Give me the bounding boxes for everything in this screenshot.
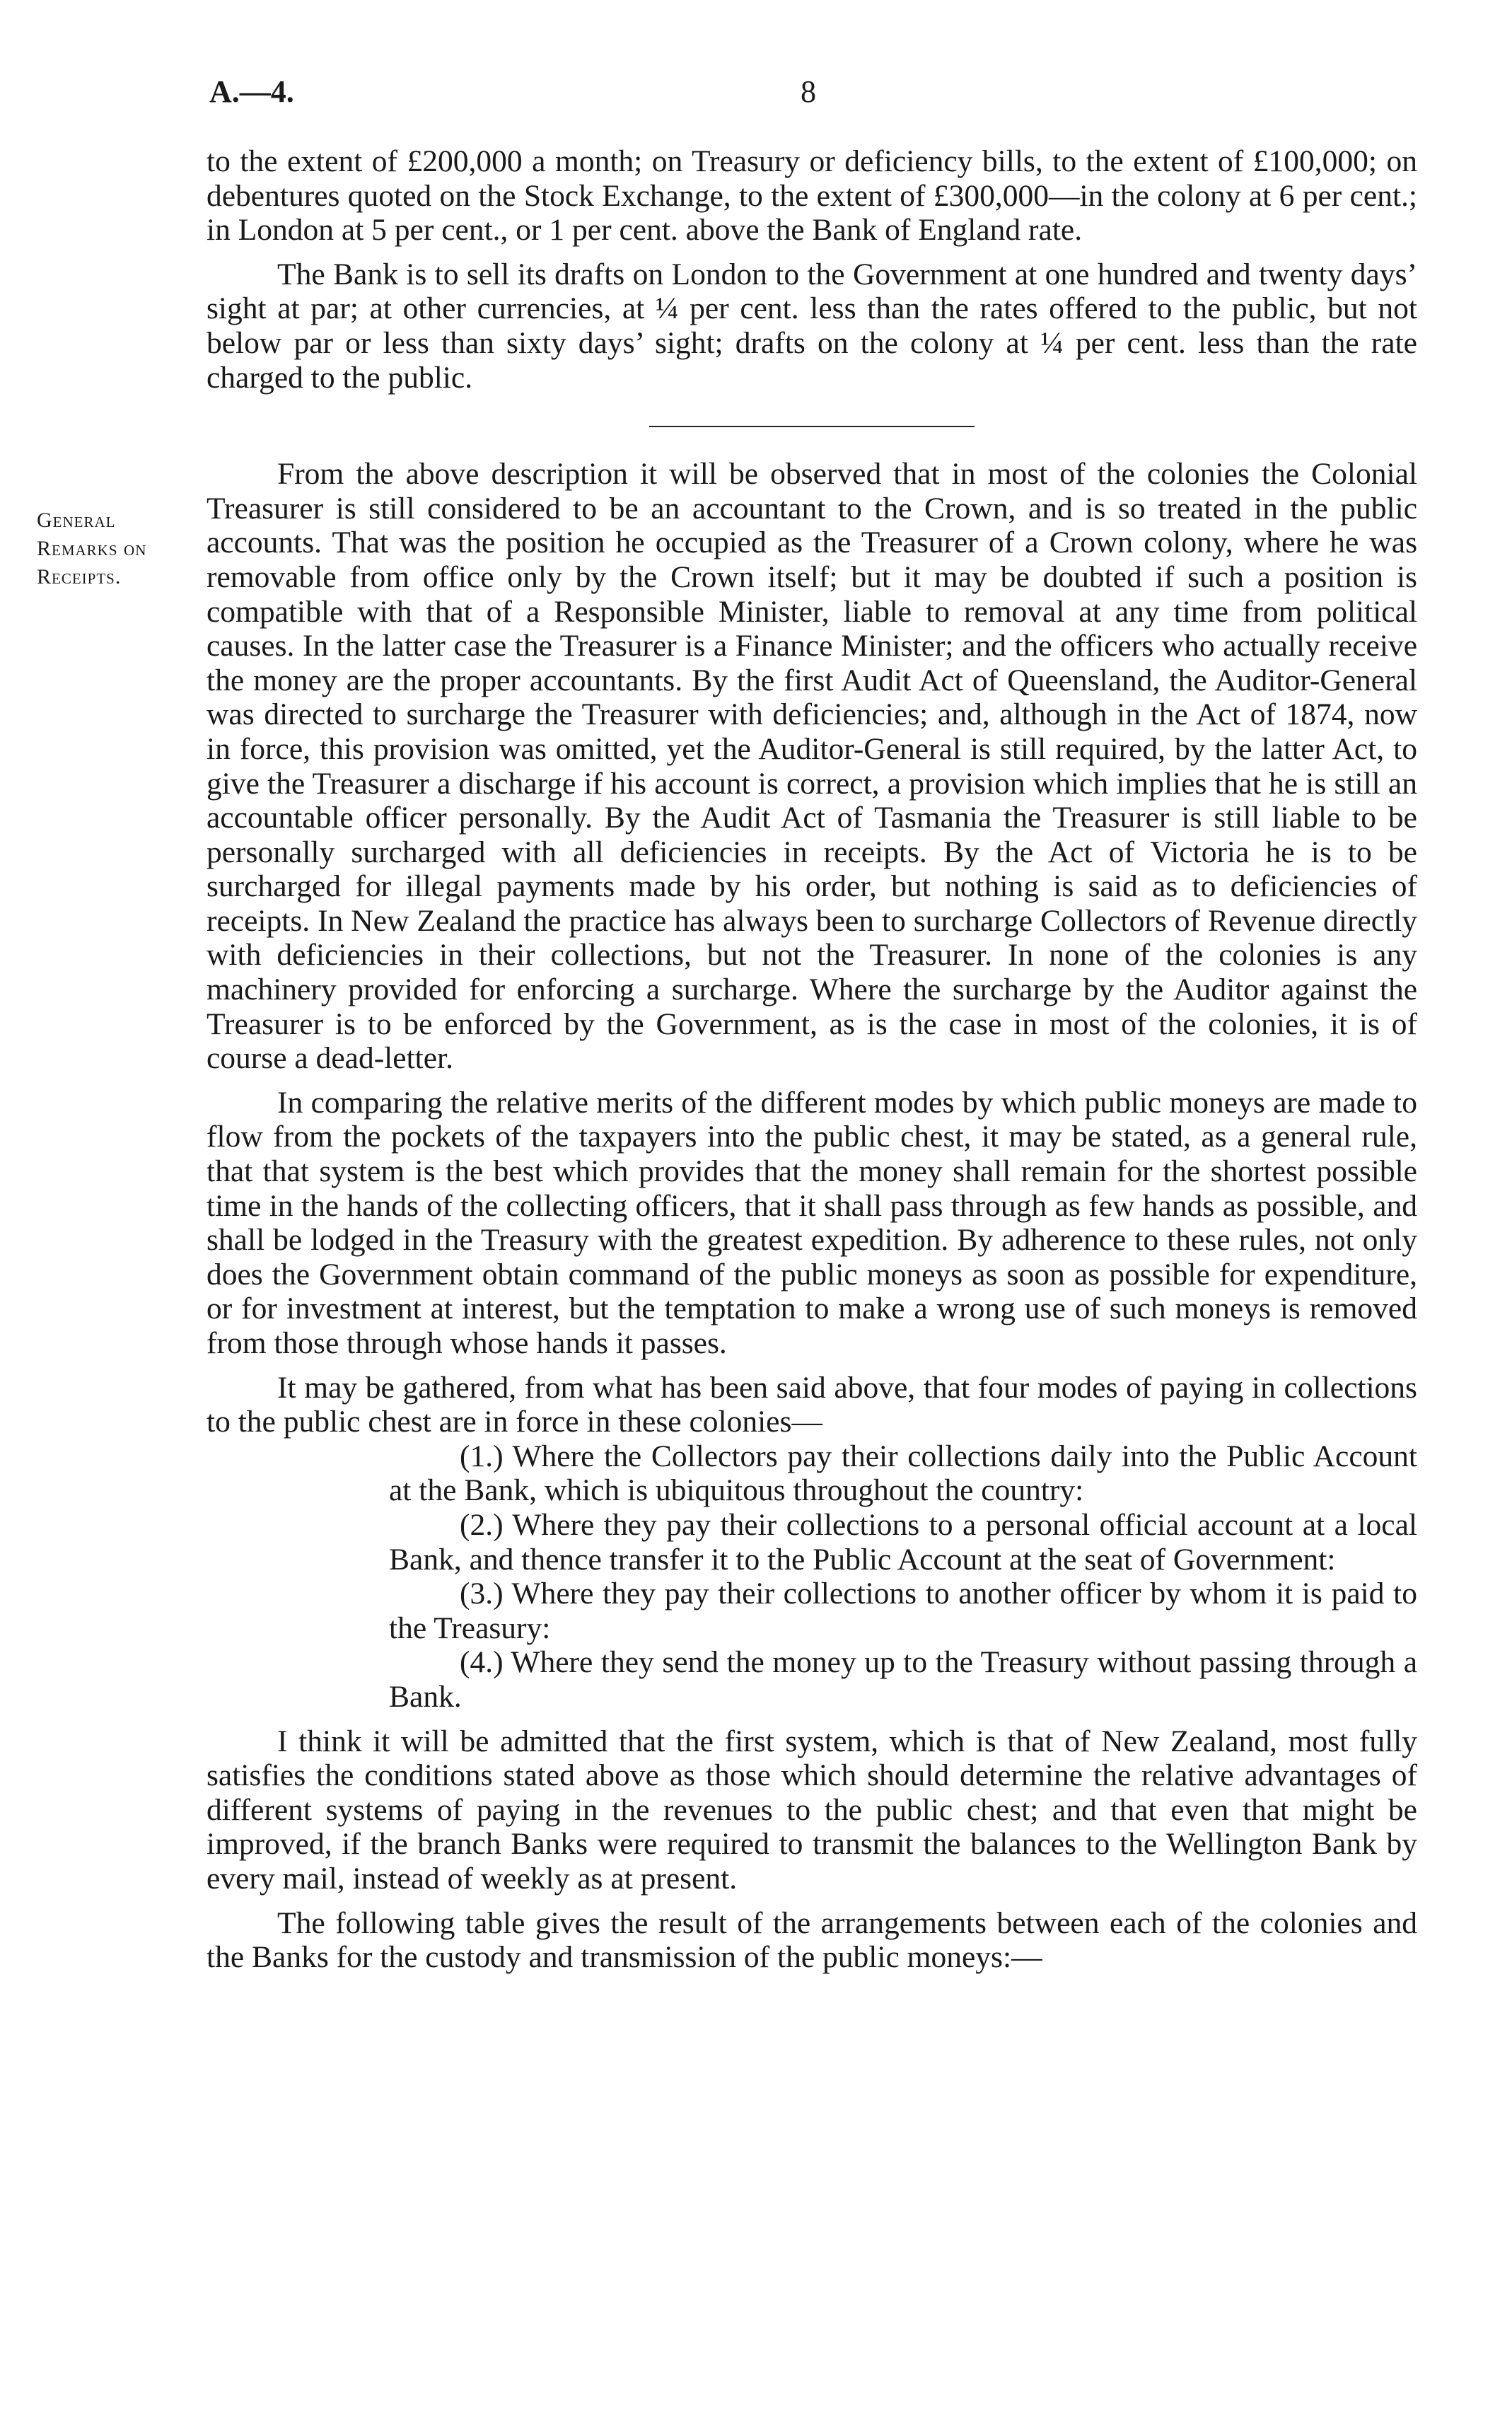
section-divider <box>649 426 975 427</box>
margin-note-line: General <box>37 509 116 532</box>
paragraph-relative-merits: In comparing the relative merits of the different modes by which public moneys are made to flow from the pockets of the taxpayers into the public chest, it may be stated, as a general rule, that that system is the best which provides that the money shall remain for the shortest possible time in the hands of the collecting officers, that it shall pass through as few hands as possible, and shall be lodged in the Treasury with the greatest expedition. By adherence to these rules, not only does the Government obtain command of the public moneys as soon as possible for expenditure, or for investment at interest, but the temptation to make a wrong use of such moneys is removed from those through whose hands it passes. <box>207 1085 1417 1360</box>
paragraph-bank-drafts: The Bank is to sell its drafts on London to the Government at one hundred and twenty days’ sight at par; at other currencies, at ¼ per cent. less than the rates offered to the public, but not below par or less than sixty days’ sight; drafts on the colony at ¼ per cent. less than the rate charged to the public. <box>207 257 1417 395</box>
list-item-mode-3 <box>207 1577 1417 1645</box>
paragraph-table-intro: The following table gives the result of the arrangements between each of the colonies and the Banks for the custody and transmission of the public moneys:— <box>207 1905 1417 1975</box>
page-number: 8 <box>801 74 816 109</box>
list-number: (1.) <box>460 1439 504 1473</box>
margin-note-general-remarks <box>37 506 201 591</box>
margin-note-line: Remarks on <box>37 537 147 560</box>
page-header <box>209 74 1417 116</box>
margin-note-line: Receipts. <box>37 565 122 588</box>
body-text <box>207 144 1417 1975</box>
list-item-mode-1 <box>207 1439 1417 1508</box>
list-number: (3.) <box>460 1577 504 1611</box>
list-number: (2.) <box>460 1507 504 1542</box>
paragraph-four-modes-intro: It may be gathered, from what has been said above, that four modes of paying in collections to the public chest are in force in these colonies— <box>207 1370 1417 1439</box>
list-text: Where they pay their collections to another officer by whom it is paid to the Treasury: <box>389 1577 1417 1645</box>
list-number: (4.) <box>460 1645 504 1680</box>
list-item-mode-4 <box>207 1645 1417 1714</box>
list-text: Where the Collectors pay their collections daily into the Public Account at the Bank, which is ubiquitous throughout the country: <box>389 1439 1417 1508</box>
list-text: Where they send the money up to the Treasury without passing through a Bank. <box>389 1645 1417 1714</box>
paragraph-new-zealand-system: I think it will be admitted that the first system, which is that of New Zealand, most fully satisfies the conditions stated above as those which should determine the relative advantages of different systems of paying in the revenues to the public chest; and that even that might be improved, if the branch Banks were required to transmit the balances to the Wellington Bank by every mail, instead of weekly as at present. <box>207 1724 1417 1896</box>
paragraph-bank-advances: to the extent of £200,000 a month; on Treasury or deficiency bills, to the extent of £100,000; on debentures quoted on the Stock Exchange, to the extent of £300,000—in the colony at 6 per cent.; in London at 5 per cent., or 1 per cent. above the Bank of England rate. <box>207 144 1417 248</box>
list-item-mode-2 <box>207 1508 1417 1577</box>
paragraph-general-remarks: From the above description it will be observed that in most of the colonies the Colonial Treasurer is still considered to be an accountant to the Crown, and is so treated in the public accounts. That was the position he occupied as the Treasurer of a Crown colony, where he was removable from office only by the Crown itself; but it may be doubted if such a position is compatible with that of a Responsible Minister, liable to removal at any time from political causes. In the latter case the Treasurer is a Finance Minister; and the officers who actually receive the money are the proper accountants. By the first Audit Act of Queensland, the Auditor-General was directed to surcharge the Treasurer with deficiencies; and, although in the Act of 1874, now in force, this provision was omitted, yet the Auditor-General is still required, by the latter Act, to give the Treasurer a discharge if his account is correct, a provision which implies that he is still an accountable officer personally. By the Audit Act of Tasmania the Treasurer is still liable to be personally surcharged with all deficiencies in receipts. By the Act of Victoria he is to be surcharged for illegal payments made by his order, but nothing is said as to deficiencies of receipts. In New Zealand the practice has always been to surcharge Collectors of Revenue directly with deficiencies in their collections, but not the Treasurer. In none of the colonies is any machinery provided for enforcing a surcharge. Where the surcharge by the Auditor against the Treasurer is to be enforced by the Government, as is the case in most of the colonies, it is of course a dead-letter. <box>207 457 1417 1076</box>
list-text: Where they pay their collections to a personal official account at a local Bank, and thence transfer it to the Public Account at the seat of Government: <box>389 1507 1418 1577</box>
document-reference: A.—4. <box>209 74 294 109</box>
